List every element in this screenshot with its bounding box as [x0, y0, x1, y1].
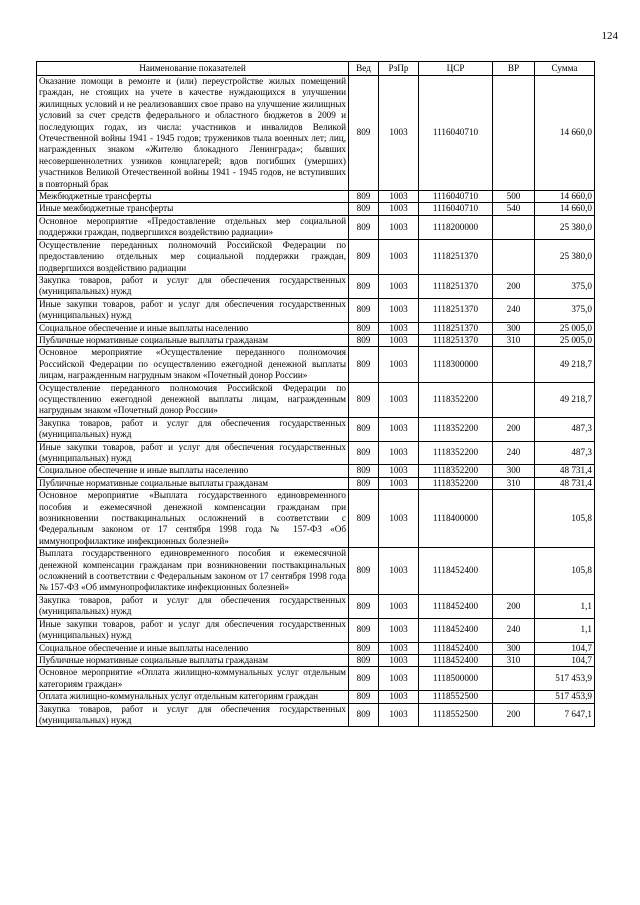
table-row	[37, 642, 595, 654]
row-vr: 200	[493, 274, 535, 298]
row-rzpr: 1003	[379, 691, 419, 703]
header-name: Наименование показателей	[37, 62, 349, 76]
row-name: Иные закупки товаров, работ и услуг для обеспечения государственных (муниципальных) нужд	[37, 441, 349, 465]
row-ved: 809	[349, 76, 379, 191]
row-sum: 104,7	[535, 642, 595, 654]
table-row	[37, 548, 595, 595]
row-vr	[493, 215, 535, 239]
row-csr: 1118400000	[419, 490, 493, 548]
row-sum: 48 731,4	[535, 477, 595, 489]
row-sum: 375,0	[535, 274, 595, 298]
row-sum: 14 660,0	[535, 203, 595, 215]
row-name: Оплата жилищно-коммунальных услуг отдельным категориям граждан	[37, 691, 349, 703]
row-ved: 809	[349, 477, 379, 489]
row-rzpr: 1003	[379, 703, 419, 727]
row-ved: 809	[349, 618, 379, 642]
row-csr: 1118452400	[419, 548, 493, 595]
table-row	[37, 618, 595, 642]
table-row	[37, 477, 595, 489]
row-vr: 240	[493, 441, 535, 465]
row-ved: 809	[349, 642, 379, 654]
row-ved: 809	[349, 667, 379, 691]
row-vr	[493, 382, 535, 417]
row-rzpr: 1003	[379, 298, 419, 322]
row-name: Закупка товаров, работ и услуг для обеспечения государственных (муниципальных) нужд	[37, 274, 349, 298]
row-vr: 300	[493, 642, 535, 654]
table-row	[37, 191, 595, 203]
row-rzpr: 1003	[379, 417, 419, 441]
row-name: Основное мероприятие «Предоставление отдельных мер социальной поддержки граждан, подвергшихся воздействию радиации»	[37, 215, 349, 239]
table-row	[37, 691, 595, 703]
row-csr: 1116040710	[419, 76, 493, 191]
row-ved: 809	[349, 274, 379, 298]
row-csr: 1116040710	[419, 203, 493, 215]
row-sum: 517 453,9	[535, 691, 595, 703]
budget-table	[36, 61, 595, 727]
row-vr	[493, 76, 535, 191]
row-csr: 1118352200	[419, 465, 493, 477]
table-row	[37, 441, 595, 465]
row-csr: 1118352200	[419, 382, 493, 417]
table-row	[37, 703, 595, 727]
table-row	[37, 667, 595, 691]
row-vr: 240	[493, 618, 535, 642]
row-ved: 809	[349, 347, 379, 382]
row-sum: 25 380,0	[535, 215, 595, 239]
row-rzpr: 1003	[379, 465, 419, 477]
table-row	[37, 654, 595, 666]
table-body	[37, 76, 595, 727]
header-ved: Вед	[349, 62, 379, 76]
row-vr	[493, 490, 535, 548]
row-csr: 1118552500	[419, 703, 493, 727]
row-vr	[493, 347, 535, 382]
row-ved: 809	[349, 322, 379, 334]
row-sum: 49 218,7	[535, 382, 595, 417]
row-csr: 1118452400	[419, 594, 493, 618]
row-rzpr: 1003	[379, 548, 419, 595]
row-sum: 48 731,4	[535, 465, 595, 477]
row-ved: 809	[349, 548, 379, 595]
row-vr: 310	[493, 654, 535, 666]
row-name: Межбюджетные трансферты	[37, 191, 349, 203]
row-csr: 1118251370	[419, 239, 493, 274]
row-ved: 809	[349, 465, 379, 477]
row-sum: 25 005,0	[535, 334, 595, 346]
table-row	[37, 382, 595, 417]
row-csr: 1118251370	[419, 274, 493, 298]
row-name: Публичные нормативные социальные выплаты гражданам	[37, 334, 349, 346]
row-csr: 1118352200	[419, 417, 493, 441]
row-csr: 1118552500	[419, 691, 493, 703]
row-rzpr: 1003	[379, 477, 419, 489]
row-rzpr: 1003	[379, 642, 419, 654]
page-number: 124	[601, 30, 618, 42]
row-vr	[493, 548, 535, 595]
row-csr: 1118500000	[419, 667, 493, 691]
row-name: Основное мероприятие «Осуществление переданного полномочия Российской Федерации по осуществлению ежегодной денежной выплаты лицам, награжденным нагрудным знаком «Почетный донор России»	[37, 347, 349, 382]
row-ved: 809	[349, 298, 379, 322]
row-sum: 105,8	[535, 548, 595, 595]
row-rzpr: 1003	[379, 334, 419, 346]
table-row	[37, 465, 595, 477]
row-rzpr: 1003	[379, 76, 419, 191]
table-row	[37, 594, 595, 618]
row-vr: 200	[493, 417, 535, 441]
row-name: Иные межбюджетные трансферты	[37, 203, 349, 215]
table-header-row	[37, 62, 595, 76]
row-name: Закупка товаров, работ и услуг для обеспечения государственных (муниципальных) нужд	[37, 594, 349, 618]
row-rzpr: 1003	[379, 239, 419, 274]
row-ved: 809	[349, 382, 379, 417]
row-sum: 14 660,0	[535, 76, 595, 191]
row-csr: 1118200000	[419, 215, 493, 239]
row-sum: 7 647,1	[535, 703, 595, 727]
row-name: Закупка товаров, работ и услуг для обеспечения государственных (муниципальных) нужд	[37, 417, 349, 441]
row-name: Основное мероприятие «Выплата государственного единовременного пособия и ежемесячной денежной компенсации гражданам при возникновении поствакцинальных осложнений в соответствии с Федеральным законом от 17 сентября 1998 года № 157-ФЗ «Об иммунопрофилактике инфекционных болезней»	[37, 490, 349, 548]
row-csr: 1118452400	[419, 654, 493, 666]
row-vr: 540	[493, 203, 535, 215]
table-row	[37, 322, 595, 334]
row-name: Основное мероприятие «Оплата жилищно-коммунальных услуг отдельным категориям граждан»	[37, 667, 349, 691]
row-name: Иные закупки товаров, работ и услуг для обеспечения государственных (муниципальных) нужд	[37, 298, 349, 322]
row-vr: 310	[493, 334, 535, 346]
row-sum: 375,0	[535, 298, 595, 322]
row-rzpr: 1003	[379, 274, 419, 298]
row-rzpr: 1003	[379, 490, 419, 548]
row-name: Осуществление переданного полномочия Российской Федерации по осуществлению ежегодной денежной выплаты лицам, награжденным нагрудным знаком «Почетный донор России»	[37, 382, 349, 417]
row-ved: 809	[349, 594, 379, 618]
table-row	[37, 298, 595, 322]
header-rzpr: РзПр	[379, 62, 419, 76]
row-rzpr: 1003	[379, 347, 419, 382]
header-csr: ЦСР	[419, 62, 493, 76]
row-csr: 1118452400	[419, 642, 493, 654]
row-ved: 809	[349, 490, 379, 548]
row-ved: 809	[349, 691, 379, 703]
row-ved: 809	[349, 215, 379, 239]
row-vr: 310	[493, 477, 535, 489]
row-sum: 25 005,0	[535, 322, 595, 334]
row-name: Выплата государственного единовременного пособия и ежемесячной денежной компенсации гражданам при возникновении поствакцинальных осложнений в соответствии с Федеральным законом от 17 сентября 1998 года № 157-ФЗ «Об иммунопрофилактике инфекционных болезней»	[37, 548, 349, 595]
row-vr: 500	[493, 191, 535, 203]
row-rzpr: 1003	[379, 441, 419, 465]
row-name: Оказание помощи в ремонте и (или) переустройстве жилых помещений граждан, не стоящих на учете в качестве нуждающихся в улучшении жилищных условий и не реализовавших свое право на улучшение жилищных условий за счет средств федерального и областного бюджетов в 2009 и последующих годах, из числа: участников и инвалидов Великой Отечественной войны 1941 - 1945 годов; тружеников тыла военных лет; лиц, награжденных знаком «Жителю блокадного Ленинграда»; бывших несовершеннолетних узников концлагерей; вдов погибших (умерших) участников Великой Отечественной войны 1941 - 1945 годов, не вступивших в повторный брак	[37, 76, 349, 191]
row-sum: 105,8	[535, 490, 595, 548]
header-vr: ВР	[493, 62, 535, 76]
row-rzpr: 1003	[379, 203, 419, 215]
row-sum: 104,7	[535, 654, 595, 666]
row-sum: 49 218,7	[535, 347, 595, 382]
row-name: Публичные нормативные социальные выплаты гражданам	[37, 477, 349, 489]
row-rzpr: 1003	[379, 382, 419, 417]
row-name: Социальное обеспечение и иные выплаты населению	[37, 322, 349, 334]
row-csr: 1118251370	[419, 334, 493, 346]
table-row	[37, 274, 595, 298]
table-row	[37, 347, 595, 382]
table-row	[37, 417, 595, 441]
row-name: Осуществление переданных полномочий Российской Федерации по предоставлению отдельных мер социальной поддержки граждан, подвергшихся воздействию радиации	[37, 239, 349, 274]
row-name: Социальное обеспечение и иные выплаты населению	[37, 465, 349, 477]
row-csr: 1118352200	[419, 441, 493, 465]
row-ved: 809	[349, 654, 379, 666]
row-vr: 200	[493, 594, 535, 618]
row-sum: 1,1	[535, 594, 595, 618]
table-row	[37, 215, 595, 239]
row-sum: 487,3	[535, 417, 595, 441]
row-sum: 25 380,0	[535, 239, 595, 274]
table-row	[37, 239, 595, 274]
row-sum: 14 660,0	[535, 191, 595, 203]
row-rzpr: 1003	[379, 667, 419, 691]
row-vr	[493, 667, 535, 691]
table-row	[37, 203, 595, 215]
row-csr: 1118251370	[419, 298, 493, 322]
row-rzpr: 1003	[379, 191, 419, 203]
row-sum: 517 453,9	[535, 667, 595, 691]
row-sum: 487,3	[535, 441, 595, 465]
row-csr: 1118251370	[419, 322, 493, 334]
row-vr: 300	[493, 322, 535, 334]
table-row	[37, 76, 595, 191]
row-sum: 1,1	[535, 618, 595, 642]
row-rzpr: 1003	[379, 594, 419, 618]
row-name: Иные закупки товаров, работ и услуг для обеспечения государственных (муниципальных) нужд	[37, 618, 349, 642]
row-ved: 809	[349, 334, 379, 346]
row-name: Публичные нормативные социальные выплаты гражданам	[37, 654, 349, 666]
row-csr: 1118300000	[419, 347, 493, 382]
row-csr: 1118452400	[419, 618, 493, 642]
row-ved: 809	[349, 441, 379, 465]
row-vr: 200	[493, 703, 535, 727]
row-csr: 1118352200	[419, 477, 493, 489]
row-vr	[493, 239, 535, 274]
row-rzpr: 1003	[379, 618, 419, 642]
row-ved: 809	[349, 191, 379, 203]
row-vr: 300	[493, 465, 535, 477]
row-csr: 1116040710	[419, 191, 493, 203]
row-ved: 809	[349, 703, 379, 727]
header-sum: Сумма	[535, 62, 595, 76]
row-ved: 809	[349, 239, 379, 274]
table-row	[37, 334, 595, 346]
row-rzpr: 1003	[379, 322, 419, 334]
row-vr: 240	[493, 298, 535, 322]
row-ved: 809	[349, 203, 379, 215]
row-rzpr: 1003	[379, 215, 419, 239]
row-rzpr: 1003	[379, 654, 419, 666]
row-ved: 809	[349, 417, 379, 441]
row-name: Закупка товаров, работ и услуг для обеспечения государственных (муниципальных) нужд	[37, 703, 349, 727]
row-vr	[493, 691, 535, 703]
table-row	[37, 490, 595, 548]
row-name: Социальное обеспечение и иные выплаты населению	[37, 642, 349, 654]
